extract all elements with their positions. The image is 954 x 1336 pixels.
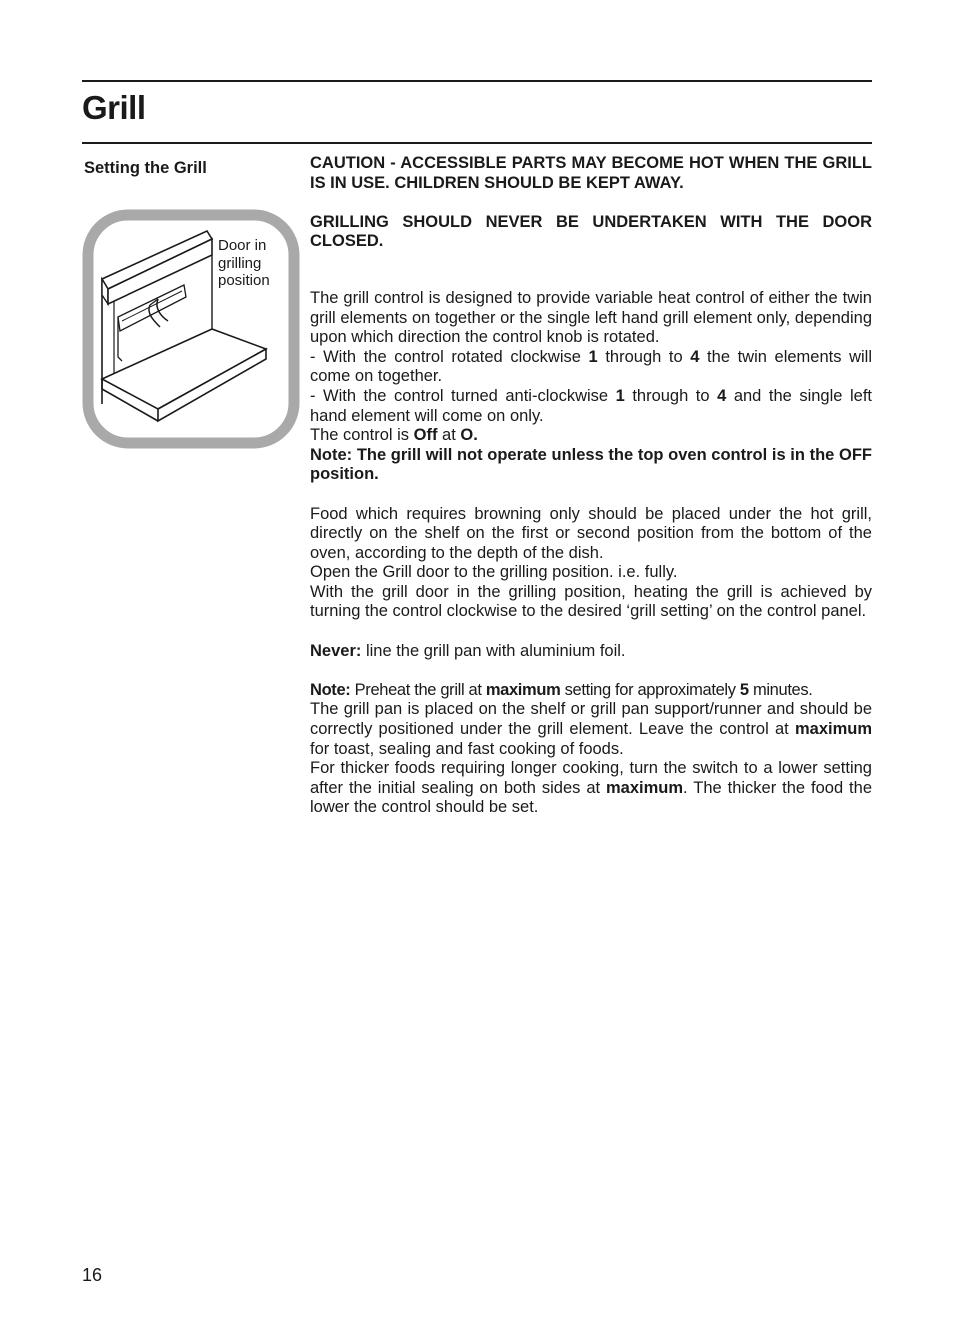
browning-instruction: Food which requires browning only should be placed under the hot grill, directly on the shelf on the first or second position from the bottom of the oven, according to the depth of the dish. <box>310 504 872 562</box>
page-number: 16 <box>82 1265 103 1285</box>
door-warning: GRILLING SHOULD NEVER BE UNDERTAKEN WITH THE DOOR CLOSED. <box>310 212 872 251</box>
heating-instruction: With the grill door in the grilling position, heating the grill is achieved by turning the control clockwise to the desired ‘grill setting’ on the control panel. <box>310 582 872 621</box>
figure-label-line: Door in <box>218 237 267 254</box>
header-bottom-rule <box>82 142 872 144</box>
main-content <box>310 154 872 818</box>
preheat-note: Note: Preheat the grill at maximum setting for approximately 5 minutes. <box>310 680 813 699</box>
figure-label-line: grilling <box>218 254 262 272</box>
open-door-instruction: Open the Grill door to the grilling position. i.e. fully. <box>310 563 678 582</box>
grill-door-figure <box>82 209 300 449</box>
anticlockwise-instruction: - With the control turned anti-clockwise 1 through to 4 and the single left hand element will come on only. <box>310 386 872 425</box>
never-warning: Never: line the grill pan with aluminium foil. <box>310 641 626 660</box>
figure-label-line: position <box>218 272 270 289</box>
off-position: The control is Off at O. <box>310 426 478 445</box>
clockwise-instruction: - With the control rotated clockwise 1 through to 4 the twin elements will come on together. <box>310 347 873 386</box>
section-subtitle: Setting the Grill <box>84 159 207 177</box>
grill-control-intro: The grill control is designed to provide variable heat control of either the twin grill elements on together or the single left hand grill element only, depending upon which direction the control knob is rotated. <box>310 288 872 347</box>
page-title: Grill <box>82 89 146 126</box>
caution-warning: CAUTION - ACCESSIBLE PARTS MAY BECOME HOT WHEN THE GRILL IS IN USE. CHILDREN SHOULD BE KEPT AWAY. <box>310 154 872 192</box>
thicker-foods-instruction: For thicker foods requiring longer cooking, turn the switch to a lower setting after the initial sealing on both sides at maximum. The thicker the food the lower the control should be set. <box>310 759 872 817</box>
oven-control-note: Note: The grill will not operate unless the top oven control is in the OFF position. <box>310 445 872 484</box>
header-top-rule <box>82 80 872 82</box>
grill-pan-instruction: The grill pan is placed on the shelf or grill pan support/runner and should be correctly positioned under the grill element. Leave the control at maximum for toast, sealing and fast cooking of foods. <box>310 700 872 758</box>
figure-label <box>218 237 298 290</box>
